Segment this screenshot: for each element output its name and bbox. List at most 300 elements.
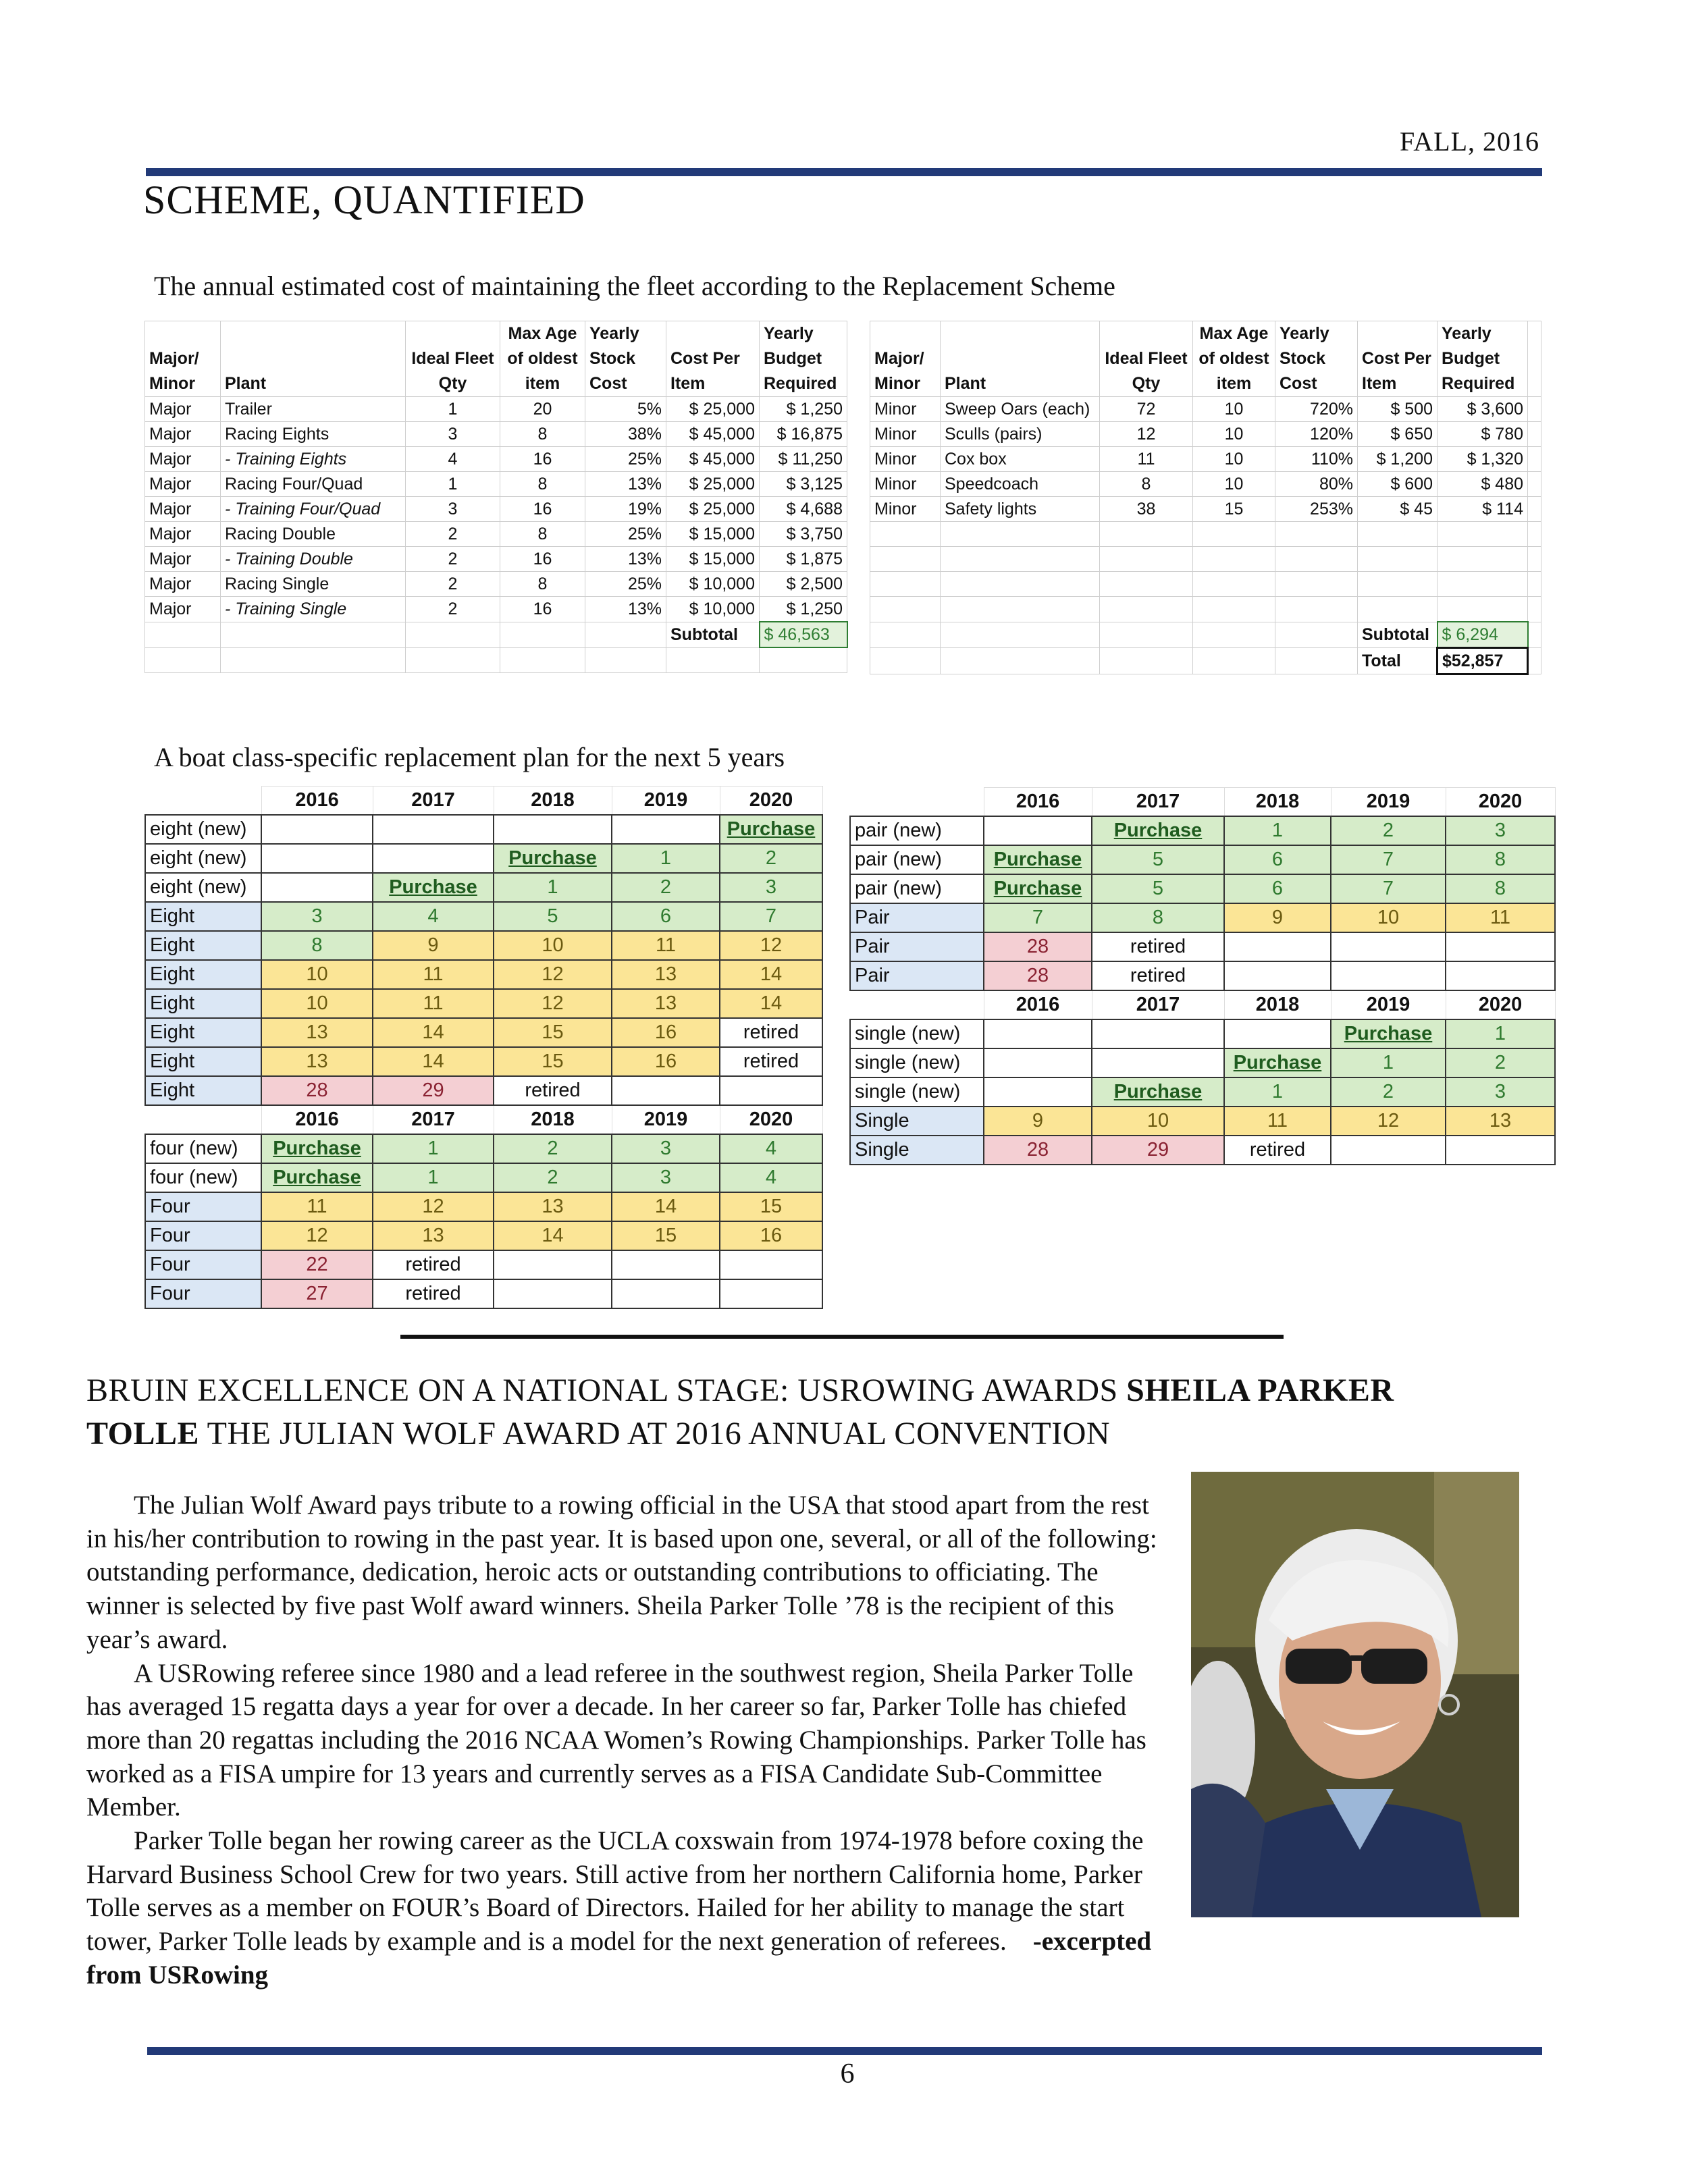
column-header: Ideal Fleet Qty [406,321,500,397]
age-cell [720,1279,822,1308]
table-cell: 16 [500,447,585,472]
table-cell [941,648,1100,674]
table-cell: $ 15,000 [666,547,760,572]
table-cell [870,522,941,547]
table-row [870,422,1541,447]
table-cell [1438,572,1528,597]
age-cell: 4 [373,902,494,931]
age-cell: 9 [373,931,494,960]
table-cell [760,647,847,673]
age-cell: 1 [1224,1077,1331,1107]
table-cell [1528,597,1541,622]
boat-label: pair (new) [850,874,984,903]
table-cell: 8 [500,572,585,597]
age-cell: 5 [494,902,612,931]
boat-label: Eight [145,902,261,931]
table-row [870,447,1541,472]
table-row [145,572,847,597]
table-cell: 1 [406,472,500,497]
plan-row [850,961,1555,990]
table-cell: Safety lights [941,497,1100,522]
age-cell: 7 [1331,874,1446,903]
empty-row [870,522,1541,547]
table-cell: $ 600 [1358,472,1438,497]
table-cell: 3 [406,422,500,447]
age-cell: retired [373,1279,494,1308]
year-header: 2016 [984,788,1092,817]
table-cell [1275,522,1358,547]
boat-label: Eight [145,989,261,1018]
boat-label: Eight [145,931,261,960]
age-cell: 9 [984,1107,1092,1136]
age-cell: 10 [1092,1107,1224,1136]
table-cell: - Training Eights [221,447,406,472]
table-cell: 13% [585,547,666,572]
table-cell: Major [145,572,221,597]
age-cell: 28 [261,1076,373,1105]
age-cell: 12 [261,1221,373,1250]
age-cell [612,1250,720,1279]
age-cell: 5 [1092,845,1224,874]
purchase-cell: Purchase [1092,1077,1224,1107]
column-header: Max Age of oldest item [500,321,585,397]
table-cell [145,647,221,673]
boat-label: eight (new) [145,815,261,844]
age-cell: 11 [612,931,720,960]
table-cell: $ 114 [1438,497,1528,522]
year-header: 2017 [373,1105,494,1134]
column-header: Yearly Stock Cost [585,321,666,397]
table-cell: Minor [870,397,941,422]
article-title [86,1369,1471,1456]
table-cell: $ 500 [1358,397,1438,422]
table-cell [1193,648,1275,674]
year-header: 2020 [720,1105,822,1134]
age-cell: retired [1092,932,1224,961]
year-header: 2020 [1446,788,1555,817]
boat-label: Eight [145,1018,261,1047]
age-cell: 10 [261,960,373,989]
table-row [145,447,847,472]
age-cell: 11 [1446,903,1555,932]
age-cell [612,1279,720,1308]
subtotal-value: $ 6,294 [1438,622,1528,648]
age-cell [373,844,494,873]
plan-row [145,1163,822,1192]
table-row [145,497,847,522]
table-cell: $ 25,000 [666,472,760,497]
eights-fours-plan-table [144,786,823,1309]
header-row [145,321,847,397]
age-cell: 7 [984,903,1092,932]
plan-row [850,1077,1555,1107]
table-cell: 2 [406,597,500,622]
table-cell [1193,597,1275,622]
age-cell: 1 [1331,1048,1446,1077]
table-cell: 120% [1275,422,1358,447]
table-row [870,397,1541,422]
age-cell: 6 [612,902,720,931]
boat-label: Pair [850,932,984,961]
subtotal-row [145,622,847,647]
age-cell: 3 [1446,816,1555,845]
subtotal-value: $ 46,563 [760,622,847,647]
table-cell: 10 [1193,472,1275,497]
age-cell [612,815,720,844]
table-cell [1100,648,1193,674]
table-cell [1275,648,1358,674]
table-cell [1528,648,1541,674]
table-cell [941,622,1100,648]
age-cell [1092,1048,1224,1077]
table-cell [1358,547,1438,572]
plan-row [145,815,822,844]
article-title-pre: BRUIN EXCELLENCE ON A NATIONAL STAGE: USROWING AWARDS [86,1373,1127,1408]
table-cell [1100,547,1193,572]
article-body [86,1489,1160,1992]
table-cell: $ 1,250 [760,397,847,422]
table-cell: 16 [500,597,585,622]
age-cell: 14 [612,1192,720,1221]
year-header: 2017 [1092,990,1224,1019]
column-header: Yearly Budget Required [1438,321,1528,397]
table-cell: $ 1,320 [1438,447,1528,472]
age-cell: 1 [1446,1019,1555,1048]
boat-label: pair (new) [850,816,984,845]
table-cell: $ 45,000 [666,447,760,472]
spacer-cell [1528,447,1541,472]
table-cell: 38 [1100,497,1193,522]
age-cell [261,815,373,844]
plan-row [145,1134,822,1163]
table-cell: 80% [1275,472,1358,497]
plan-row [145,1279,822,1308]
year-header: 2019 [1331,788,1446,817]
age-cell: 2 [1446,1048,1555,1077]
table-row [145,547,847,572]
purchase-cell: Purchase [494,844,612,873]
table-cell: $ 1,200 [1358,447,1438,472]
plan-row [850,1048,1555,1077]
age-cell [612,1076,720,1105]
age-cell [494,1250,612,1279]
plan-row [145,1047,822,1076]
table-cell: 2 [406,522,500,547]
table-cell [585,622,666,647]
table-cell [1275,622,1358,648]
age-cell: 12 [494,989,612,1018]
age-cell: 13 [612,989,720,1018]
age-cell: 11 [1224,1107,1331,1136]
table-cell [500,622,585,647]
table-cell: 8 [500,472,585,497]
table-cell [1193,547,1275,572]
table-row [145,422,847,447]
table-cell: 16 [500,497,585,522]
major-cost-table [144,321,848,673]
age-cell: 3 [261,902,373,931]
table-cell: 8 [500,422,585,447]
table-cell [870,572,941,597]
plan-row [145,873,822,902]
year-header-row [850,788,1555,817]
age-cell: 13 [494,1192,612,1221]
age-cell: 2 [494,1134,612,1163]
total-row [870,648,1541,674]
plan-row [145,902,822,931]
age-cell [984,1019,1092,1048]
spacer-cell [1528,472,1541,497]
age-cell: 12 [1331,1107,1446,1136]
table-cell: 72 [1100,397,1193,422]
total-value: $52,857 [1438,648,1528,674]
year-header-row [850,990,1555,1019]
table-cell: $ 3,600 [1438,397,1528,422]
article-paragraph: A USRowing referee since 1980 and a lead referee in the southwest region, Sheila Parker Tolle has averaged 15 regatta days a year for over a decade. In her career so far, Parker Tolle has chiefed more than 20 regattas including the 2016 NCAA Women’s Rowing Championships. Parker Tolle has worked as a FISA umpire for 13 years and currently serves as a FISA Candidate Sub-Committee Member. [86,1658,1146,1822]
table-cell: Racing Single [221,572,406,597]
age-cell: 11 [261,1192,373,1221]
table-cell: Sweep Oars (each) [941,397,1100,422]
table-cell: Major [145,397,221,422]
total-row [145,647,847,673]
table-cell [1193,572,1275,597]
table-cell [1100,572,1193,597]
age-cell [1224,1019,1331,1048]
table-cell: Major [145,497,221,522]
column-header: Cost Per Item [666,321,760,397]
age-cell: retired [720,1047,822,1076]
table-cell [870,622,941,648]
age-cell [494,1279,612,1308]
spacer-cell [1528,397,1541,422]
article-title-post: THE JULIAN WOLF AWARD AT 2016 ANNUAL CONVENTION [199,1416,1111,1451]
table-row [145,597,847,622]
age-cell: retired [373,1250,494,1279]
column-header: Cost Per Item [1358,321,1438,397]
total-label: Total [1358,648,1438,674]
age-cell: 16 [720,1221,822,1250]
header-rule [146,168,1542,176]
table-cell [850,990,984,1019]
portrait-photo [1191,1472,1519,1917]
boat-label: Four [145,1279,261,1308]
table-cell: $ 650 [1358,422,1438,447]
age-cell: 1 [373,1134,494,1163]
age-cell: 3 [612,1134,720,1163]
plan-row [850,1019,1555,1048]
table-cell [1275,547,1358,572]
spacer-cell [1528,497,1541,522]
table-cell [1100,522,1193,547]
year-header: 2016 [984,990,1092,1019]
article-title-honoree: SHEILA PARKER TOLLE [86,1373,1394,1451]
plan-row [850,845,1555,874]
table-cell: $ 4,688 [760,497,847,522]
purchase-cell: Purchase [1224,1048,1331,1077]
age-cell: 13 [261,1018,373,1047]
empty-row [870,597,1541,622]
boat-label: Pair [850,961,984,990]
age-cell [984,1077,1092,1107]
age-cell: retired [1224,1136,1331,1165]
boat-label: pair (new) [850,845,984,874]
age-cell [261,844,373,873]
age-cell: 2 [612,873,720,902]
table-cell: $ 10,000 [666,597,760,622]
age-cell: 2 [720,844,822,873]
age-cell [494,815,612,844]
table-cell [666,647,760,673]
age-cell: 2 [1331,816,1446,845]
age-cell [1092,1019,1224,1048]
column-header: Major/ Minor [870,321,941,397]
table-cell: $ 10,000 [666,572,760,597]
footer-rule [147,2047,1542,2055]
age-cell: 13 [612,960,720,989]
table-cell [941,597,1100,622]
age-cell: 2 [1331,1077,1446,1107]
table-cell: Trailer [221,397,406,422]
age-cell [1224,932,1331,961]
age-cell: 3 [720,873,822,902]
plan-row [145,1192,822,1221]
boat-label: Eight [145,1076,261,1105]
age-cell: 10 [1331,903,1446,932]
age-cell: 14 [720,989,822,1018]
boat-label: Eight [145,960,261,989]
age-cell: 12 [494,960,612,989]
table-cell: 13% [585,472,666,497]
table-cell: 1 [406,397,500,422]
table-cell [221,647,406,673]
table-cell: 5% [585,397,666,422]
boat-label: Four [145,1250,261,1279]
table-cell: Minor [870,447,941,472]
table-cell: 13% [585,597,666,622]
age-cell: 27 [261,1279,373,1308]
table-cell: $ 15,000 [666,522,760,547]
table-cell: Cox box [941,447,1100,472]
age-cell: retired [494,1076,612,1105]
age-cell: 28 [984,961,1092,990]
table-cell: 11 [1100,447,1193,472]
empty-row [870,547,1541,572]
table-cell: $ 1,875 [760,547,847,572]
table-cell: $ 45 [1358,497,1438,522]
table-cell: Major [145,422,221,447]
table-cell: 20 [500,397,585,422]
table-cell: 15 [1193,497,1275,522]
age-cell: 28 [984,932,1092,961]
year-header: 2019 [612,1105,720,1134]
table-cell [406,622,500,647]
age-cell: 28 [984,1136,1092,1165]
plan-row [850,874,1555,903]
age-cell [1446,961,1555,990]
year-header-row [145,787,822,816]
table-cell: 2 [406,572,500,597]
table-cell: 720% [1275,397,1358,422]
age-cell: 3 [612,1163,720,1192]
column-header: Ideal Fleet Qty [1100,321,1193,397]
table-cell: $ 1,250 [760,597,847,622]
table-cell [1358,597,1438,622]
table-cell: 4 [406,447,500,472]
age-cell: 4 [720,1134,822,1163]
table-cell [145,787,261,816]
table-cell [145,622,221,647]
article-byline: -excerpted from USRowing [86,1927,1152,1990]
plan-row [850,1107,1555,1136]
table-cell [870,547,941,572]
purchase-cell: Purchase [261,1134,373,1163]
age-cell [1331,961,1446,990]
age-cell: 13 [261,1047,373,1076]
age-cell [1446,932,1555,961]
table-cell: 2 [406,547,500,572]
age-cell: retired [720,1018,822,1047]
age-cell: 6 [1224,845,1331,874]
age-cell: 7 [1331,845,1446,874]
table-cell [870,648,941,674]
table-cell: 10 [1193,422,1275,447]
purchase-cell: Purchase [720,815,822,844]
age-cell [1331,932,1446,961]
spacer-cell [1528,422,1541,447]
year-header: 2019 [1331,990,1446,1019]
age-cell: 12 [373,1192,494,1221]
article-paragraph: Parker Tolle began her rowing career as the UCLA coxswain from 1974-1978 before coxing the Harvard Business School Crew for two years. Still active from her northern California home, Parker Tolle serves as a member on FOUR’s Board of Directors. Hailed for her ability to manage the start tower, Parker Tolle leads by example and is a model for the next generation of referees. -excerpted from USRowing [86,1826,1152,1990]
subtotal-row [870,622,1541,648]
table-row [145,522,847,547]
table-cell [941,522,1100,547]
table-cell: $ 480 [1438,472,1528,497]
table-cell [1358,572,1438,597]
age-cell [1224,961,1331,990]
boat-label: Single [850,1136,984,1165]
subtotal-label: Subtotal [666,622,760,647]
table-cell: $ 3,125 [760,472,847,497]
column-header: Yearly Budget Required [760,321,847,397]
year-header: 2020 [720,787,822,816]
age-cell [1446,1136,1555,1165]
year-header: 2018 [1224,990,1331,1019]
age-cell: 14 [494,1221,612,1250]
article-paragraph: The Julian Wolf Award pays tribute to a rowing official in the USA that stood apart from the rest in his/her contribution to rowing in the past year. It is based upon one, several, or all of the following: outstanding performance, dedication, heroic acts or outstanding contributions to officiating. The winner is selected by five past Wolf award winners. Sheila Parker Tolle ’78 is the recipient of this year’s award. [86,1491,1157,1654]
table-cell [1275,572,1358,597]
column-header: Major/ Minor [145,321,221,397]
header-row [870,321,1541,397]
age-cell: 8 [1446,874,1555,903]
empty-row [870,572,1541,597]
age-cell [373,815,494,844]
boat-label: four (new) [145,1134,261,1163]
table-cell: - Training Single [221,597,406,622]
year-header-row [145,1105,822,1134]
year-header: 2018 [1224,788,1331,817]
boat-label: Pair [850,903,984,932]
table-cell: - Training Four/Quad [221,497,406,522]
table-cell: Minor [870,497,941,522]
age-cell: 10 [494,931,612,960]
table-cell: $ 45,000 [666,422,760,447]
table-cell: Sculls (pairs) [941,422,1100,447]
pairs-singles-plan-table [849,787,1556,1165]
table-cell: Speedcoach [941,472,1100,497]
boat-label: Eight [145,1047,261,1076]
table-cell [1438,597,1528,622]
table-cell: $ 16,875 [760,422,847,447]
